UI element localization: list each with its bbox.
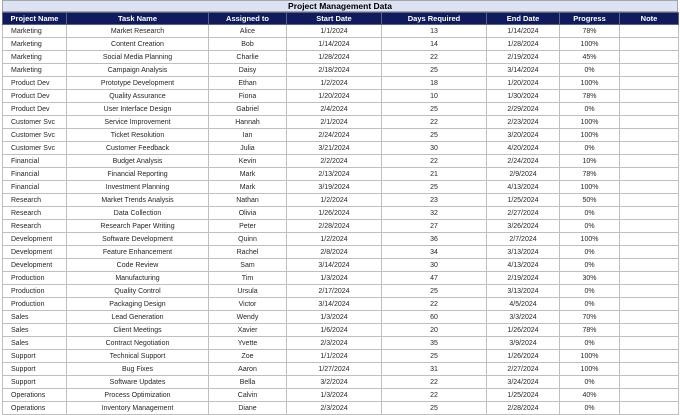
cell-end-date[interactable]: 2/28/2024 (487, 402, 560, 415)
cell-assigned-to[interactable]: Julia (209, 142, 287, 155)
cell-note[interactable] (620, 142, 679, 155)
table-row (3, 363, 679, 376)
cell-progress[interactable]: 30% (560, 272, 620, 285)
cell-days-required[interactable]: 25 (382, 350, 487, 363)
column-header-days-required[interactable]: Days Required (382, 13, 487, 25)
cell-note[interactable] (620, 272, 679, 285)
cell-start-date[interactable]: 1/3/2024 (287, 311, 382, 324)
cell-assigned-to[interactable]: Bella (209, 376, 287, 389)
cell-project-name[interactable]: Research (3, 194, 67, 207)
cell-end-date[interactable]: 2/7/2024 (487, 233, 560, 246)
cell-task-name[interactable]: Market Trends Analysis (67, 194, 209, 207)
cell-start-date[interactable]: 1/2/2024 (287, 194, 382, 207)
cell-note[interactable] (620, 402, 679, 415)
cell-task-name[interactable]: Service Improvement (67, 116, 209, 129)
cell-start-date[interactable]: 1/20/2024 (287, 90, 382, 103)
cell-project-name[interactable]: Marketing (3, 38, 67, 51)
cell-progress[interactable]: 0% (560, 207, 620, 220)
cell-progress[interactable]: 0% (560, 298, 620, 311)
column-header-progress[interactable]: Progress (560, 13, 620, 25)
cell-days-required[interactable]: 23 (382, 194, 487, 207)
cell-days-required[interactable]: 22 (382, 116, 487, 129)
cell-assigned-to[interactable]: Hannah (209, 116, 287, 129)
cell-task-name[interactable]: Lead Generation (67, 311, 209, 324)
cell-days-required[interactable]: 31 (382, 363, 487, 376)
project-table (2, 12, 679, 415)
cell-end-date[interactable]: 2/9/2024 (487, 168, 560, 181)
cell-note[interactable] (620, 155, 679, 168)
cell-progress[interactable]: 0% (560, 402, 620, 415)
cell-progress[interactable]: 100% (560, 233, 620, 246)
cell-end-date[interactable]: 3/9/2024 (487, 337, 560, 350)
cell-end-date[interactable]: 2/29/2024 (487, 103, 560, 116)
cell-task-name[interactable]: Software Updates (67, 376, 209, 389)
cell-days-required[interactable]: 25 (382, 129, 487, 142)
table-row (3, 51, 679, 64)
cell-project-name[interactable]: Production (3, 298, 67, 311)
cell-start-date[interactable]: 1/28/2024 (287, 51, 382, 64)
cell-assigned-to[interactable]: Mark (209, 181, 287, 194)
table-row (3, 376, 679, 389)
cell-note[interactable] (620, 194, 679, 207)
cell-end-date[interactable]: 1/25/2024 (487, 389, 560, 402)
cell-note[interactable] (620, 103, 679, 116)
cell-note[interactable] (620, 64, 679, 77)
table-row (3, 337, 679, 350)
cell-progress[interactable]: 100% (560, 38, 620, 51)
cell-task-name[interactable]: Process Optimization (67, 389, 209, 402)
table-row (3, 90, 679, 103)
cell-note[interactable] (620, 311, 679, 324)
cell-days-required[interactable]: 34 (382, 246, 487, 259)
column-header-end-date[interactable]: End Date (487, 13, 560, 25)
table-row (3, 246, 679, 259)
cell-end-date[interactable]: 2/23/2024 (487, 116, 560, 129)
table-title-cell[interactable] (2, 0, 678, 12)
table-row (3, 233, 679, 246)
cell-days-required[interactable]: 22 (382, 389, 487, 402)
cell-note[interactable] (620, 298, 679, 311)
cell-note[interactable] (620, 116, 679, 129)
cell-progress[interactable]: 0% (560, 64, 620, 77)
cell-note[interactable] (620, 181, 679, 194)
cell-project-name[interactable]: Financial (3, 168, 67, 181)
cell-start-date[interactable]: 1/1/2024 (287, 25, 382, 38)
cell-progress[interactable]: 45% (560, 51, 620, 64)
cell-note[interactable] (620, 376, 679, 389)
cell-project-name[interactable]: Financial (3, 181, 67, 194)
cell-note[interactable] (620, 207, 679, 220)
cell-note[interactable] (620, 350, 679, 363)
cell-days-required[interactable]: 25 (382, 285, 487, 298)
cell-progress[interactable]: 78% (560, 90, 620, 103)
cell-note[interactable] (620, 51, 679, 64)
cell-progress[interactable]: 78% (560, 25, 620, 38)
cell-end-date[interactable]: 3/13/2024 (487, 285, 560, 298)
cell-project-name[interactable]: Customer Svc (3, 142, 67, 155)
cell-progress[interactable]: 0% (560, 220, 620, 233)
cell-assigned-to[interactable]: Calvin (209, 389, 287, 402)
cell-start-date[interactable]: 1/2/2024 (287, 233, 382, 246)
cell-start-date[interactable]: 1/3/2024 (287, 389, 382, 402)
cell-progress[interactable]: 0% (560, 376, 620, 389)
cell-assigned-to[interactable]: Kevin (209, 155, 287, 168)
table-row (3, 181, 679, 194)
table-row (3, 402, 679, 415)
cell-days-required[interactable]: 32 (382, 207, 487, 220)
table-row (3, 168, 679, 181)
cell-progress[interactable]: 10% (560, 155, 620, 168)
cell-days-required[interactable]: 22 (382, 51, 487, 64)
cell-task-name[interactable]: Client Meetings (67, 324, 209, 337)
cell-days-required[interactable]: 60 (382, 311, 487, 324)
cell-note[interactable] (620, 285, 679, 298)
cell-end-date[interactable]: 3/20/2024 (487, 129, 560, 142)
cell-assigned-to[interactable]: Alice (209, 25, 287, 38)
column-header-note[interactable]: Note (620, 13, 679, 25)
cell-assigned-to[interactable]: Tim (209, 272, 287, 285)
cell-assigned-to[interactable]: Bob (209, 38, 287, 51)
cell-project-name[interactable]: Customer Svc (3, 129, 67, 142)
table-row (3, 220, 679, 233)
cell-start-date[interactable]: 2/1/2024 (287, 116, 382, 129)
column-header-project-name[interactable]: Project Name (3, 13, 67, 25)
cell-task-name[interactable]: Feature Enhancement (67, 246, 209, 259)
table-row (3, 389, 679, 402)
cell-days-required[interactable]: 25 (382, 64, 487, 77)
cell-days-required[interactable]: 22 (382, 298, 487, 311)
cell-task-name[interactable]: Contract Negotiation (67, 337, 209, 350)
cell-task-name[interactable]: Technical Support (67, 350, 209, 363)
cell-progress[interactable]: 0% (560, 103, 620, 116)
cell-start-date[interactable]: 2/4/2024 (287, 103, 382, 116)
cell-progress[interactable]: 0% (560, 337, 620, 350)
cell-days-required[interactable]: 25 (382, 181, 487, 194)
cell-progress[interactable]: 0% (560, 259, 620, 272)
cell-end-date[interactable]: 2/27/2024 (487, 363, 560, 376)
cell-note[interactable] (620, 77, 679, 90)
cell-end-date[interactable]: 4/5/2024 (487, 298, 560, 311)
cell-end-date[interactable]: 1/28/2024 (487, 38, 560, 51)
table-row (3, 38, 679, 51)
table-row (3, 64, 679, 77)
cell-note[interactable] (620, 246, 679, 259)
cell-days-required[interactable]: 35 (382, 337, 487, 350)
cell-task-name[interactable]: Investment Planning (67, 181, 209, 194)
cell-start-date[interactable]: 1/14/2024 (287, 38, 382, 51)
cell-task-name[interactable]: Content Creation (67, 38, 209, 51)
cell-task-name[interactable]: Prototype Development (67, 77, 209, 90)
cell-assigned-to[interactable]: Zoe (209, 350, 287, 363)
cell-days-required[interactable]: 18 (382, 77, 487, 90)
table-row (3, 103, 679, 116)
cell-assigned-to[interactable]: Yvette (209, 337, 287, 350)
cell-days-required[interactable]: 30 (382, 142, 487, 155)
cell-progress[interactable]: 0% (560, 142, 620, 155)
cell-progress[interactable]: 100% (560, 77, 620, 90)
column-header-assigned-to[interactable]: Assigned to (209, 13, 287, 25)
table-row (3, 142, 679, 155)
cell-task-name[interactable]: Manufacturing (67, 272, 209, 285)
cell-progress[interactable]: 50% (560, 194, 620, 207)
cell-progress[interactable]: 100% (560, 129, 620, 142)
cell-progress[interactable]: 100% (560, 350, 620, 363)
cell-task-name[interactable]: Market Research (67, 25, 209, 38)
cell-project-name[interactable]: Support (3, 376, 67, 389)
cell-project-name[interactable]: Sales (3, 337, 67, 350)
cell-assigned-to[interactable]: Quinn (209, 233, 287, 246)
table-body (3, 25, 679, 415)
cell-task-name[interactable]: Budget Analysis (67, 155, 209, 168)
cell-start-date[interactable]: 2/18/2024 (287, 64, 382, 77)
cell-days-required[interactable]: 47 (382, 272, 487, 285)
cell-project-name[interactable]: Production (3, 285, 67, 298)
cell-project-name[interactable]: Operations (3, 389, 67, 402)
cell-project-name[interactable]: Financial (3, 155, 67, 168)
table-row (3, 311, 679, 324)
cell-task-name[interactable]: Packaging Design (67, 298, 209, 311)
cell-project-name[interactable]: Support (3, 350, 67, 363)
cell-start-date[interactable]: 2/8/2024 (287, 246, 382, 259)
cell-project-name[interactable]: Product Dev (3, 77, 67, 90)
cell-start-date[interactable]: 1/26/2024 (287, 207, 382, 220)
cell-start-date[interactable]: 3/14/2024 (287, 259, 382, 272)
table-row (3, 129, 679, 142)
cell-days-required[interactable]: 22 (382, 376, 487, 389)
cell-note[interactable] (620, 363, 679, 376)
cell-end-date[interactable]: 1/14/2024 (487, 25, 560, 38)
cell-end-date[interactable]: 4/13/2024 (487, 259, 560, 272)
cell-note[interactable] (620, 25, 679, 38)
cell-end-date[interactable]: 3/3/2024 (487, 311, 560, 324)
table-row (3, 324, 679, 337)
cell-note[interactable] (620, 38, 679, 51)
cell-task-name[interactable]: Quality Control (67, 285, 209, 298)
cell-progress[interactable]: 100% (560, 363, 620, 376)
cell-start-date[interactable]: 3/19/2024 (287, 181, 382, 194)
cell-end-date[interactable]: 2/27/2024 (487, 207, 560, 220)
cell-days-required[interactable]: 30 (382, 259, 487, 272)
cell-task-name[interactable]: Bug Fixes (67, 363, 209, 376)
cell-days-required[interactable]: 20 (382, 324, 487, 337)
cell-assigned-to[interactable]: Charlie (209, 51, 287, 64)
cell-days-required[interactable]: 27 (382, 220, 487, 233)
cell-end-date[interactable]: 2/19/2024 (487, 51, 560, 64)
table-row (3, 25, 679, 38)
cell-note[interactable] (620, 90, 679, 103)
cell-project-name[interactable]: Production (3, 272, 67, 285)
cell-project-name[interactable]: Development (3, 246, 67, 259)
cell-note[interactable] (620, 337, 679, 350)
cell-start-date[interactable]: 2/17/2024 (287, 285, 382, 298)
cell-project-name[interactable]: Sales (3, 311, 67, 324)
cell-note[interactable] (620, 233, 679, 246)
cell-note[interactable] (620, 389, 679, 402)
table-row (3, 77, 679, 90)
column-header-task-name[interactable]: Task Name (67, 13, 209, 25)
cell-assigned-to[interactable]: Wendy (209, 311, 287, 324)
cell-note[interactable] (620, 220, 679, 233)
cell-note[interactable] (620, 324, 679, 337)
cell-project-name[interactable]: Operations (3, 402, 67, 415)
cell-project-name[interactable]: Development (3, 259, 67, 272)
cell-end-date[interactable]: 1/26/2024 (487, 350, 560, 363)
cell-progress[interactable]: 100% (560, 181, 620, 194)
cell-end-date[interactable]: 3/24/2024 (487, 376, 560, 389)
table-row (3, 155, 679, 168)
cell-assigned-to[interactable]: Victor (209, 298, 287, 311)
table-row (3, 285, 679, 298)
cell-end-date[interactable]: 1/30/2024 (487, 90, 560, 103)
cell-days-required[interactable]: 13 (382, 25, 487, 38)
cell-progress[interactable]: 70% (560, 311, 620, 324)
cell-task-name[interactable]: Research Paper Writing (67, 220, 209, 233)
table-row (3, 207, 679, 220)
cell-project-name[interactable]: Marketing (3, 64, 67, 77)
cell-days-required[interactable]: 36 (382, 233, 487, 246)
cell-progress[interactable]: 0% (560, 246, 620, 259)
cell-assigned-to[interactable]: Fiona (209, 90, 287, 103)
cell-task-name[interactable]: Code Review (67, 259, 209, 272)
cell-assigned-to[interactable]: Ursula (209, 285, 287, 298)
cell-start-date[interactable]: 3/2/2024 (287, 376, 382, 389)
cell-task-name[interactable]: User Interface Design (67, 103, 209, 116)
cell-days-required[interactable]: 14 (382, 38, 487, 51)
cell-progress[interactable]: 40% (560, 389, 620, 402)
cell-task-name[interactable]: Financial Reporting (67, 168, 209, 181)
cell-end-date[interactable]: 4/20/2024 (487, 142, 560, 155)
cell-project-name[interactable]: Marketing (3, 51, 67, 64)
cell-progress[interactable]: 78% (560, 168, 620, 181)
cell-assigned-to[interactable]: Mark (209, 168, 287, 181)
cell-progress[interactable]: 0% (560, 285, 620, 298)
cell-assigned-to[interactable]: Aaron (209, 363, 287, 376)
table-title: Project Management Data (288, 0, 392, 11)
cell-project-name[interactable]: Research (3, 220, 67, 233)
cell-note[interactable] (620, 259, 679, 272)
cell-task-name[interactable]: Ticket Resolution (67, 129, 209, 142)
cell-progress[interactable]: 100% (560, 116, 620, 129)
cell-end-date[interactable]: 3/26/2024 (487, 220, 560, 233)
cell-end-date[interactable]: 1/20/2024 (487, 77, 560, 90)
cell-start-date[interactable]: 3/21/2024 (287, 142, 382, 155)
cell-progress[interactable]: 78% (560, 324, 620, 337)
cell-start-date[interactable]: 2/28/2024 (287, 220, 382, 233)
cell-project-name[interactable]: Marketing (3, 25, 67, 38)
cell-end-date[interactable]: 3/14/2024 (487, 64, 560, 77)
cell-end-date[interactable]: 3/13/2024 (487, 246, 560, 259)
cell-assigned-to[interactable]: Ian (209, 129, 287, 142)
cell-start-date[interactable]: 3/14/2024 (287, 298, 382, 311)
cell-task-name[interactable]: Social Media Planning (67, 51, 209, 64)
cell-end-date[interactable]: 1/25/2024 (487, 194, 560, 207)
cell-end-date[interactable]: 1/26/2024 (487, 324, 560, 337)
header-row (3, 13, 679, 25)
cell-start-date[interactable]: 2/24/2024 (287, 129, 382, 142)
cell-days-required[interactable]: 25 (382, 402, 487, 415)
cell-start-date[interactable]: 2/3/2024 (287, 402, 382, 415)
cell-assigned-to[interactable]: Gabriel (209, 103, 287, 116)
cell-assigned-to[interactable]: Daisy (209, 64, 287, 77)
cell-task-name[interactable]: Campaign Analysis (67, 64, 209, 77)
cell-assigned-to[interactable]: Sam (209, 259, 287, 272)
cell-project-name[interactable]: Product Dev (3, 103, 67, 116)
cell-task-name[interactable]: Quality Assurance (67, 90, 209, 103)
cell-start-date[interactable]: 1/3/2024 (287, 272, 382, 285)
cell-task-name[interactable]: Customer Feedback (67, 142, 209, 155)
cell-project-name[interactable]: Customer Svc (3, 116, 67, 129)
cell-note[interactable] (620, 129, 679, 142)
table-row (3, 350, 679, 363)
cell-start-date[interactable]: 1/1/2024 (287, 350, 382, 363)
cell-assigned-to[interactable]: Olivia (209, 207, 287, 220)
cell-days-required[interactable]: 22 (382, 155, 487, 168)
cell-start-date[interactable]: 2/13/2024 (287, 168, 382, 181)
cell-assigned-to[interactable]: Rachel (209, 246, 287, 259)
cell-project-name[interactable]: Sales (3, 324, 67, 337)
table-row (3, 194, 679, 207)
cell-project-name[interactable]: Product Dev (3, 90, 67, 103)
cell-project-name[interactable]: Support (3, 363, 67, 376)
cell-start-date[interactable]: 2/2/2024 (287, 155, 382, 168)
cell-start-date[interactable]: 1/6/2024 (287, 324, 382, 337)
cell-project-name[interactable]: Research (3, 207, 67, 220)
cell-project-name[interactable]: Development (3, 233, 67, 246)
table-row (3, 259, 679, 272)
cell-end-date[interactable]: 4/13/2024 (487, 181, 560, 194)
cell-days-required[interactable]: 10 (382, 90, 487, 103)
cell-assigned-to[interactable]: Xavier (209, 324, 287, 337)
cell-days-required[interactable]: 25 (382, 103, 487, 116)
table-row (3, 116, 679, 129)
cell-start-date[interactable]: 1/27/2024 (287, 363, 382, 376)
cell-end-date[interactable]: 2/19/2024 (487, 272, 560, 285)
cell-start-date[interactable]: 1/2/2024 (287, 77, 382, 90)
cell-assigned-to[interactable]: Peter (209, 220, 287, 233)
cell-task-name[interactable]: Data Collection (67, 207, 209, 220)
cell-assigned-to[interactable]: Diane (209, 402, 287, 415)
cell-days-required[interactable]: 21 (382, 168, 487, 181)
column-header-start-date[interactable]: Start Date (287, 13, 382, 25)
cell-task-name[interactable]: Inventory Management (67, 402, 209, 415)
cell-assigned-to[interactable]: Nathan (209, 194, 287, 207)
cell-note[interactable] (620, 168, 679, 181)
cell-start-date[interactable]: 2/3/2024 (287, 337, 382, 350)
cell-end-date[interactable]: 2/24/2024 (487, 155, 560, 168)
table-row (3, 272, 679, 285)
cell-assigned-to[interactable]: Ethan (209, 77, 287, 90)
table-row (3, 298, 679, 311)
cell-task-name[interactable]: Software Development (67, 233, 209, 246)
